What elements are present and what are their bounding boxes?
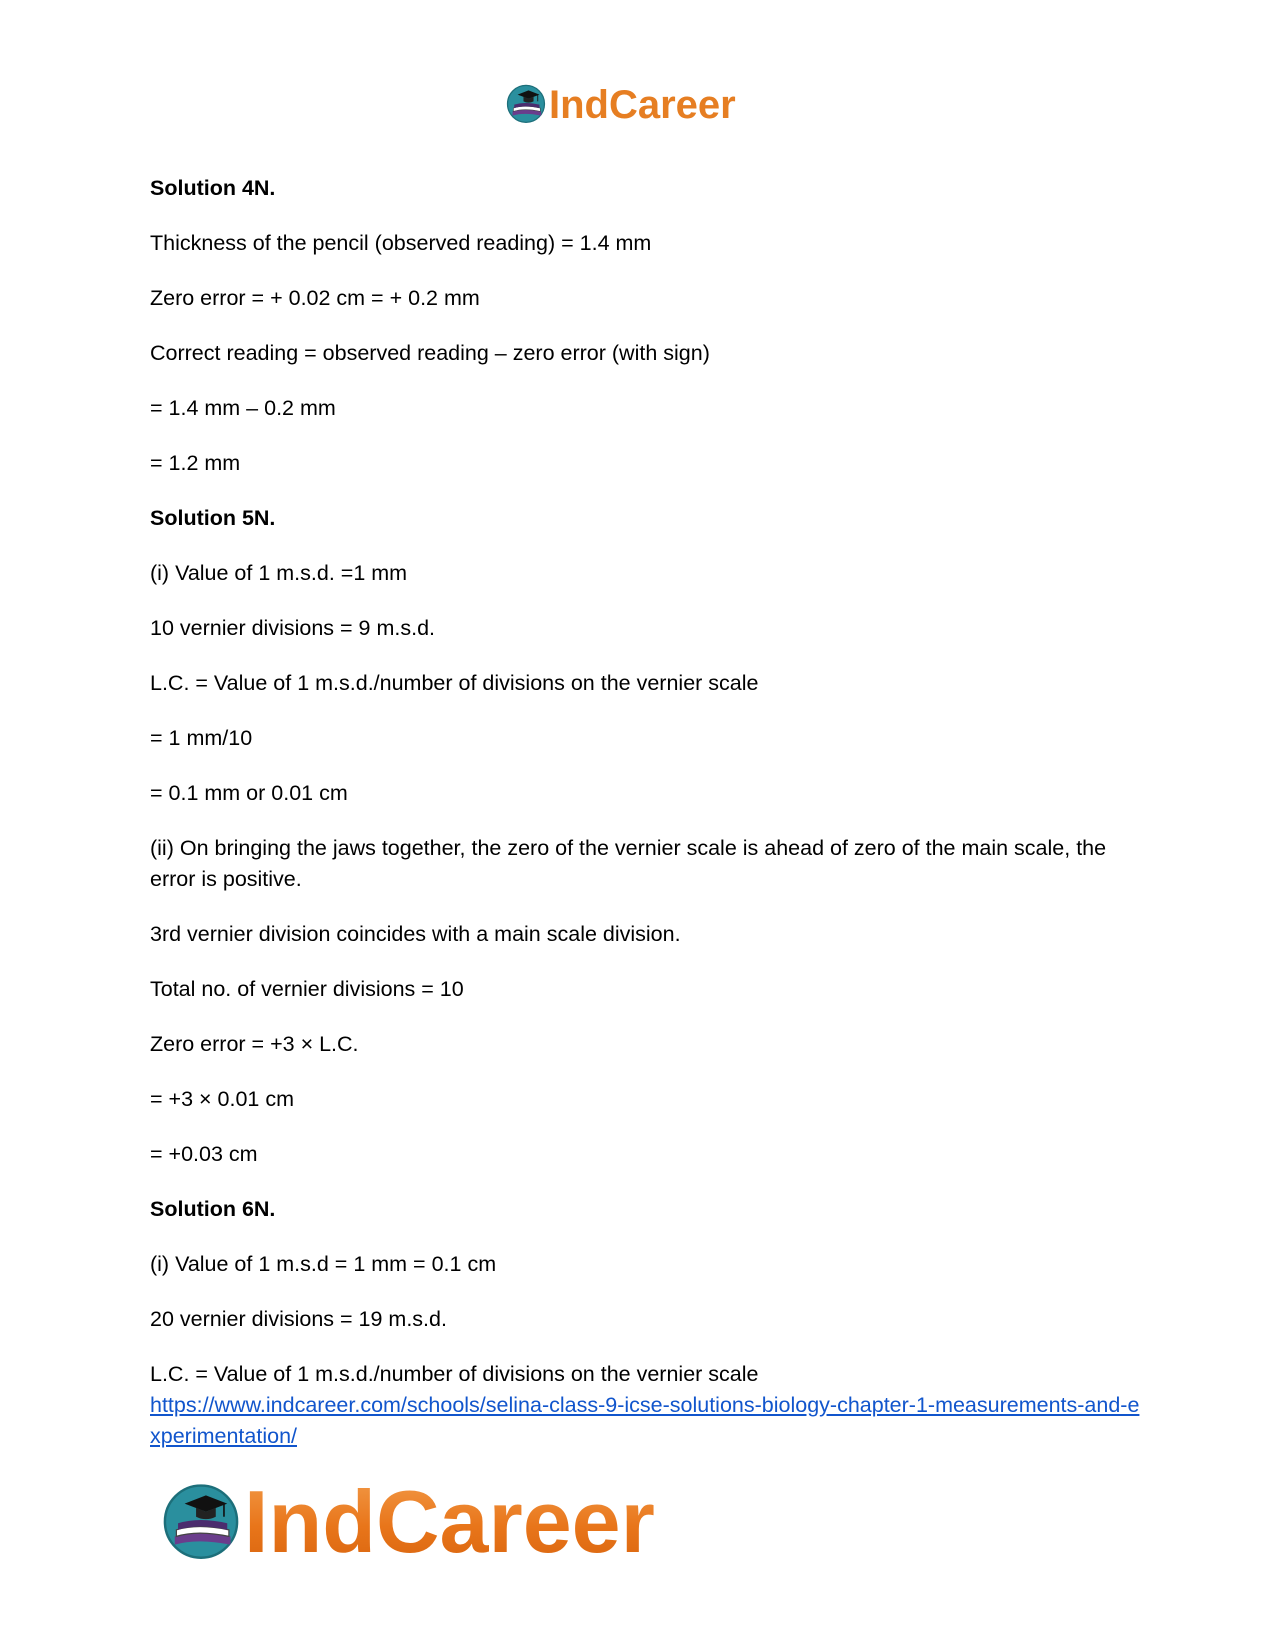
text-line: = +0.03 cm bbox=[150, 1142, 258, 1166]
text-line: = 1.2 mm bbox=[150, 451, 241, 475]
solution-heading: Solution 6N. bbox=[150, 1197, 276, 1221]
text-line: Thickness of the pencil (observed reading) = 1.4 mm bbox=[150, 231, 652, 255]
text-line: L.C. = Value of 1 m.s.d./number of divisions on the vernier scale bbox=[150, 1362, 759, 1386]
logo-text: IndCareer bbox=[244, 1472, 655, 1571]
text-line: Correct reading = observed reading – zero error (with sign) bbox=[150, 341, 710, 365]
solution-heading: Solution 5N. bbox=[150, 506, 276, 530]
footer-logo bbox=[160, 1472, 655, 1572]
text-line: 3rd vernier division coincides with a main scale division. bbox=[150, 922, 681, 946]
text-line: = 1 mm/10 bbox=[150, 726, 253, 750]
text-line: (i) Value of 1 m.s.d = 1 mm = 0.1 cm bbox=[150, 1252, 497, 1276]
document-body bbox=[150, 173, 1140, 1452]
source-link[interactable]: https://www.indcareer.com/schools/selina-class-9-icse-solutions-biology-chapter-1-measurements-and-experimentation/ bbox=[150, 1393, 1140, 1448]
text-line: 10 vernier divisions = 9 m.s.d. bbox=[150, 616, 436, 640]
text-line: = +3 × 0.01 cm bbox=[150, 1087, 295, 1111]
text-line: Zero error = + 0.02 cm = + 0.2 mm bbox=[150, 286, 480, 310]
text-line: = 1.4 mm – 0.2 mm bbox=[150, 396, 336, 420]
solution-heading: Solution 4N. bbox=[150, 176, 276, 200]
text-line: L.C. = Value of 1 m.s.d./number of divisions on the vernier scale bbox=[150, 671, 759, 695]
text-line: = 0.1 mm or 0.01 cm bbox=[150, 781, 348, 805]
text-paragraph: (ii) On bringing the jaws together, the zero of the vernier scale is ahead of zero of the main scale, the error is positive. bbox=[150, 836, 1107, 891]
text-line: 20 vernier divisions = 19 m.s.d. bbox=[150, 1307, 447, 1331]
header-logo bbox=[505, 80, 736, 130]
book-graduation-cap-icon bbox=[505, 82, 547, 129]
book-graduation-cap-icon bbox=[160, 1479, 242, 1566]
text-line: Total no. of vernier divisions = 10 bbox=[150, 977, 464, 1001]
text-line: (i) Value of 1 m.s.d. =1 mm bbox=[150, 561, 408, 585]
text-line: Zero error = +3 × L.C. bbox=[150, 1032, 359, 1056]
logo-text: IndCareer bbox=[549, 83, 736, 127]
